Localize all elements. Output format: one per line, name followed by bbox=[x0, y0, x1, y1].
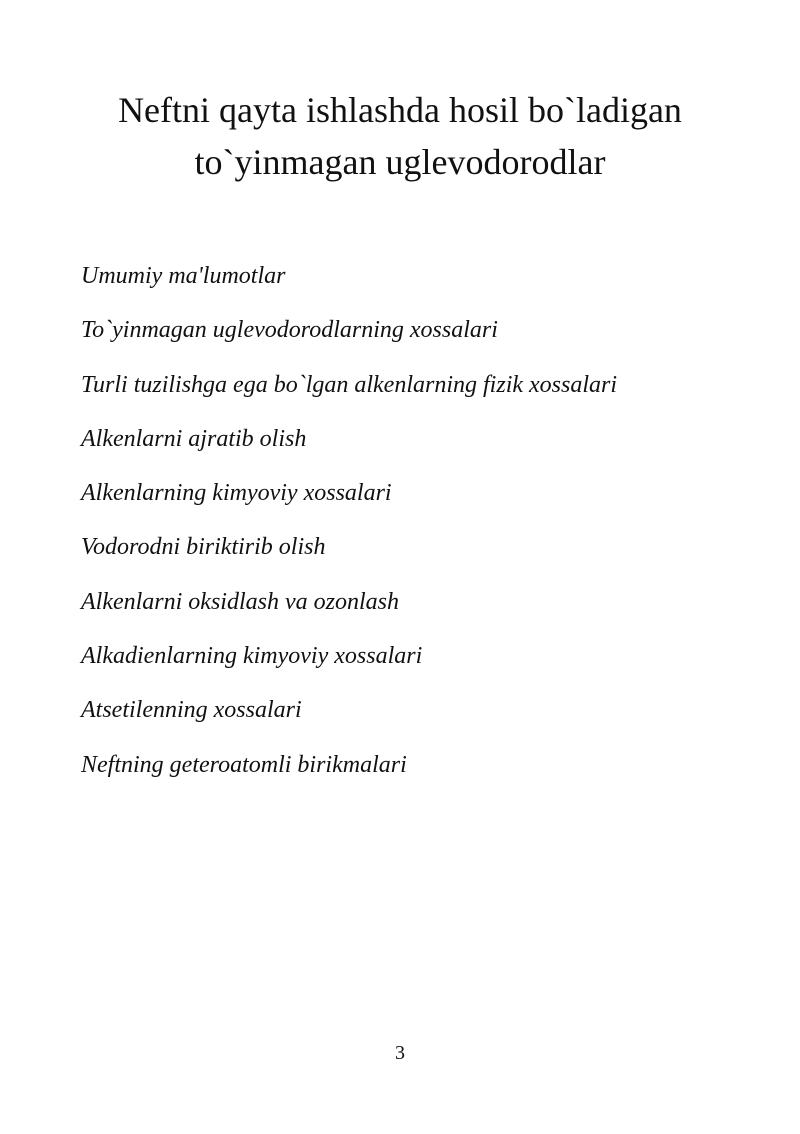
contents-item: Vodorodni biriktirib olish bbox=[81, 534, 326, 561]
contents-item: Alkenlarni ajratib olish bbox=[81, 425, 307, 452]
contents-item: Atsetilenning xossalari bbox=[81, 697, 302, 724]
contents-item: Alkenlarning kimyoviy xossalari bbox=[81, 480, 392, 507]
page-title-line-1: Neftni qayta ishlashda hosil bo`ladigan bbox=[118, 90, 682, 130]
contents-item: Turli tuzilishga ega bo`lgan alkenlarning fizik xossalari bbox=[81, 371, 618, 398]
contents-item: Neftning geteroatomli birikmalari bbox=[81, 751, 407, 778]
contents-item: Alkadienlarning kimyoviy xossalari bbox=[81, 643, 423, 670]
contents-list bbox=[81, 258, 761, 801]
contents-item: Umumiy ma'lumotlar bbox=[81, 263, 286, 289]
contents-item: To`yinmagan uglevodorodlarning xossalari bbox=[81, 317, 498, 344]
page-title bbox=[0, 84, 800, 188]
contents-item: Alkenlarni oksidlash va ozonlash bbox=[81, 588, 399, 615]
page-title-line-2: to`yinmagan uglevodorodlar bbox=[194, 142, 606, 182]
page-number: 3 bbox=[395, 1042, 405, 1064]
